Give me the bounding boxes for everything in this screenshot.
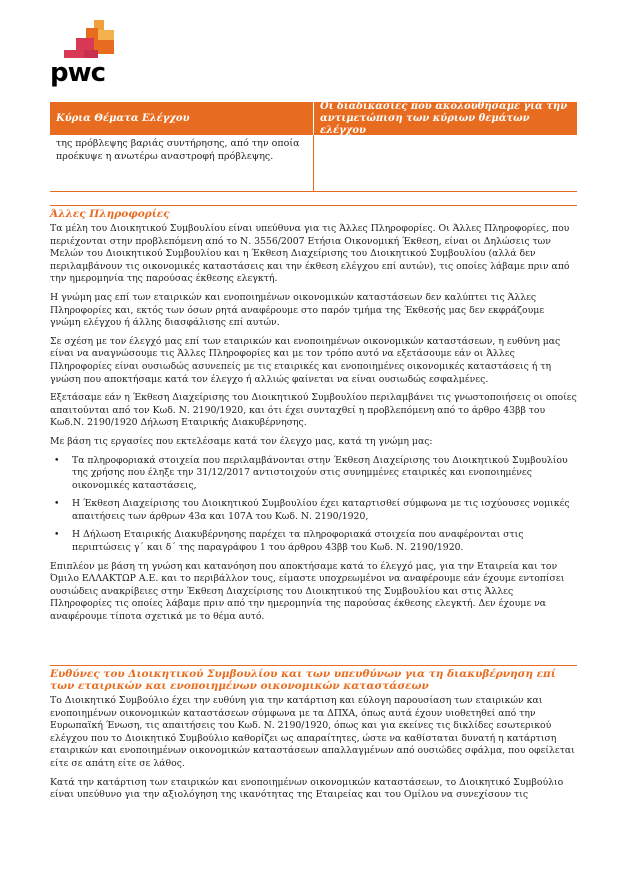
section-title: Άλλες Πληροφορίες: [50, 205, 577, 220]
paragraph: Επιπλέον με βάση τη γνώση και κατανόηση που αποκτήσαμε κατά το έλεγχό μας, για την Εταιρεία και τον Όμιλο ΕΛΛΑΚΤΩΡ Α.Ε. και το περιβάλλον τους, είμαστε υποχρεωμένοι να αναφέρουμε εάν έχουμε εντοπίσει ουσιώδεις ανακρίβειες στην Έκθεση Διαχείρισης του Διοικητικού της Συμβουλίου και στις Άλλες Πληροφορίες τις οποίες λάβαμε πριν από την ημερομηνία της παρούσας έκθεσης ελεγκτή. Δεν έχουμε να αναφέρουμε τίποτα σχετικά με το θέμα αυτό.: [50, 560, 565, 623]
opinion-list: [50, 455, 577, 555]
table-header: [50, 102, 577, 135]
pwc-wordmark: pwc: [50, 58, 106, 88]
list-item: • Η Δήλωση Εταιρικής Διακυβέρνησης παρέχει τα πληροφοριακά στοιχεία που αναφέρονται στις περιπτώσεις γ΄ και δ΄ της παραγράφου 1 του άρθρου 43ββ του Κωδ. Ν. 2190/1920.: [50, 529, 577, 554]
paragraph: Σε σχέση με τον έλεγχό μας επί των εταιρικών και ενοποιημένων οικονομικών καταστάσεων, η ευθύνη μας είναι να αναγνώσουμε τις Άλλες Πληροφορίες και με τον τρόπο αυτό να εξετάσουμε εάν οι Άλλες Πληροφορίες είναι ουσιωδώς ασυνεπείς με τις εταιρικές και ενοποιημένες οικονομικές καταστάσεις ή τη γνώση που αποκτήσαμε κατά τον έλεγχο ή αλλιώς φαίνεται να είναι ουσιωδώς εσφαλμένες.: [50, 335, 561, 385]
paragraph: Τα μέλη του Διοικητικού Συμβουλίου είναι υπεύθυνα για τις Άλλες Πληροφορίες. Οι Άλλες Πληροφορίες, που περιέχονται στην προβλεπόμενη από το Ν. 3556/2007 Ετήσια Οικονομική Έκθεση, είναι οι Δηλώσεις των Μελών του Διοικητικού Συμβουλίου και η Έκθεση Διαχείρισης του Διοικητικού Συμβουλίου (αλλά δεν περιλαμβάνουν τις οικονομικές καταστάσεις και την έκθεση ελέγχου επί αυτών), τις οποίες λάβαμε πριν από την ημερομηνία της παρούσας έκθεσης ελεγκτή.: [50, 223, 570, 285]
col2-header: Οι διαδικασίες που ακολουθήσαμε για την αντιμετώπιση των κύριων θεμάτων ελέγχου: [320, 100, 568, 136]
section-title: Ευθύνες του Διοικητικού Συμβουλίου και των υπευθύνων για τη διακυβέρνηση επί των εταιρικών και ενοποιημένων οικονομικών καταστάσεων: [50, 665, 577, 692]
list-item: • Η Έκθεση Διαχείρισης του Διοικητικού Συμβουλίου έχει καταρτισθεί σύμφωνα με τις ισχύουσες νομικές απαιτήσεις των άρθρων 43α και 107Α του Κωδ. Ν. 2190/1920,: [50, 498, 577, 523]
col1-header: Κύρια Θέματα Ελέγχου: [50, 102, 314, 135]
list-item: • Τα πληροφοριακά στοιχεία που περιλαμβάνονται στην Έκθεση Διαχείρισης του Διοικητικού Συμβουλίου της χρήσης που έληξε την 31/12/2017 αντιστοιχούν στις συνημμένες εταιρικές και ενοποιημένες οικονομικές καταστάσεις,: [50, 455, 577, 493]
col2-cell: [314, 135, 577, 191]
other-information-section: [50, 205, 577, 630]
col1-cell: της πρόβλεψης βαριάς συντήρησης, από την οποία προέκυψε η ανωτέρω αναστροφή πρόβλεψης.: [50, 135, 314, 191]
key-audit-matters-table: [50, 102, 577, 192]
paragraph: Εξετάσαμε εάν η Έκθεση Διαχείρισης του Διοικητικού Συμβουλίου περιλαμβάνει τις γνωστοποιήσεις οι οποίες απαιτούνται από τον Κωδ. Ν. 2190/1920, και ότι έχει συνταχθεί η προβλεπόμενη από το άρθρο 43ββ του Κωδ.Ν. 2190/1920 Δήλωση Εταιρικής Διακυβέρνησης.: [50, 392, 577, 429]
paragraph: Το Διοικητικό Συμβούλιο έχει την ευθύνη για την κατάρτιση και εύλογη παρουσίαση των εταιρικών και ενοποιημένων οικονομικών καταστάσεων σύμφωνα με τα ΔΠΧΑ, όπως αυτά έχουν υιοθετηθεί από την Ευρωπαϊκή Ένωση, τις απαιτήσεις του Κωδ. Ν. 2190/1920, όπως και για εκείνες τις δικλίδες εσωτερικού ελέγχου που το Διοικητικό Συμβούλιο καθορίζει ως απαραίτητες, ώστε να καθίσταται δυνατή η κατάρτιση εταιρικών και ενοποιημένων οικονομικών καταστάσεων απαλλαγμένων από ουσιώδες σφάλμα, που οφείλεται είτε σε απάτη είτε σε λάθος.: [50, 695, 575, 769]
paragraph: Η γνώμη μας επί των εταιρικών και ενοποιημένων οικονομικών καταστάσεων δεν καλύπτει τις Άλλες Πληροφορίες και, εκτός των όσων ρητά αναφέρουμε στο παρόν τμήμα της Έκθεσής μας δεν εκφράζουμε γνώμη ελέγχου ή άλλης διασφάλισης επί αυτών.: [50, 291, 545, 329]
table-row: [50, 135, 577, 192]
board-responsibilities-section: [50, 665, 577, 808]
paragraph: Με βάση τις εργασίες που εκτελέσαμε κατά τον έλεγχο μας, κατά τη γνώμη μας:: [50, 435, 433, 447]
paragraph: Κατά την κατάρτιση των εταιρικών και ενοποιημένων οικονομικών καταστάσεων, το Διοικητικό Συμβούλιο είναι υπεύθυνο για την αξιολόγηση της ικανότητας της Εταιρείας και του Ομίλου να συνεχίσουν τις: [50, 776, 564, 801]
